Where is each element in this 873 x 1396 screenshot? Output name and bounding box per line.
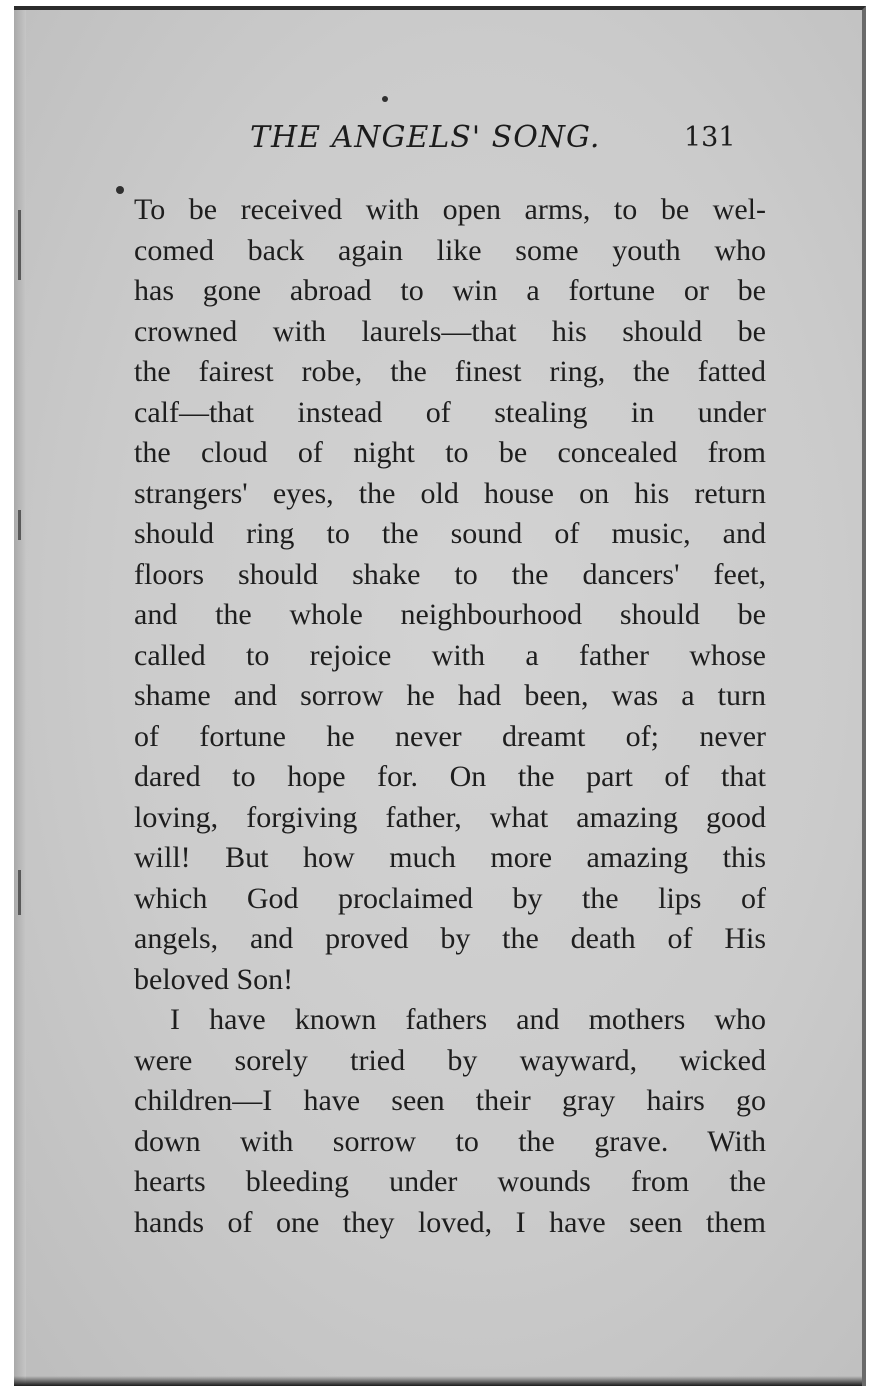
text-line: calf—that instead of stealing in under bbox=[134, 395, 766, 429]
text-line: down with sorrow to the grave. With bbox=[134, 1124, 766, 1158]
text-line: and the whole neighbourhood should be bbox=[134, 598, 766, 631]
text-line: has gone abroad to win a fortune or be bbox=[134, 274, 766, 307]
binding-mark bbox=[18, 510, 21, 540]
book-page bbox=[14, 6, 866, 1386]
text-line: beloved Son! bbox=[134, 962, 294, 996]
running-title: THE ANGELS' SONG. bbox=[250, 120, 601, 155]
paragraph bbox=[134, 1000, 766, 1243]
paragraph bbox=[134, 190, 766, 1000]
text-line: will! But how much more amazing this bbox=[134, 841, 766, 874]
ink-speck bbox=[116, 186, 124, 194]
ink-speck bbox=[382, 96, 388, 102]
running-header bbox=[14, 120, 866, 160]
text-line: called to rejoice with a father whose bbox=[134, 638, 766, 672]
text-line: which God proclaimed by the lips of bbox=[134, 881, 766, 915]
text-line: children—I have seen their gray hairs go bbox=[134, 1084, 766, 1117]
binding-mark bbox=[18, 210, 21, 280]
text-line: floors should shake to the dancers' feet, bbox=[134, 557, 766, 591]
text-line: the cloud of night to be concealed from bbox=[134, 436, 766, 469]
text-line: To be received with open arms, to be wel- bbox=[134, 193, 766, 226]
text-line: hands of one they loved, I have seen them bbox=[134, 1205, 766, 1239]
text-line: angels, and proved by the death of His bbox=[134, 922, 766, 955]
page-number: 131 bbox=[684, 122, 736, 153]
text-line: hearts bleeding under wounds from the bbox=[134, 1165, 766, 1198]
text-line: I have known fathers and mothers who bbox=[170, 1003, 766, 1036]
text-line: the fairest robe, the finest ring, the fatted bbox=[134, 355, 766, 388]
text-line: of fortune he never dreamt of; never bbox=[134, 719, 766, 753]
text-line: dared to hope for. On the part of that bbox=[134, 760, 766, 793]
text-line: comed back again like some youth who bbox=[134, 233, 766, 267]
text-line: crowned with laurels—that his should be bbox=[134, 314, 766, 348]
page-bottom-edge bbox=[14, 1376, 862, 1386]
text-line: shame and sorrow he had been, was a turn bbox=[134, 679, 766, 712]
body-text bbox=[134, 190, 766, 1243]
text-line: should ring to the sound of music, and bbox=[134, 517, 766, 550]
text-line: strangers' eyes, the old house on his return bbox=[134, 476, 766, 510]
page-binding-edge bbox=[14, 10, 26, 1386]
text-line: loving, forgiving father, what amazing good bbox=[134, 800, 766, 834]
binding-mark bbox=[18, 870, 21, 915]
text-line: were sorely tried by wayward, wicked bbox=[134, 1043, 766, 1077]
